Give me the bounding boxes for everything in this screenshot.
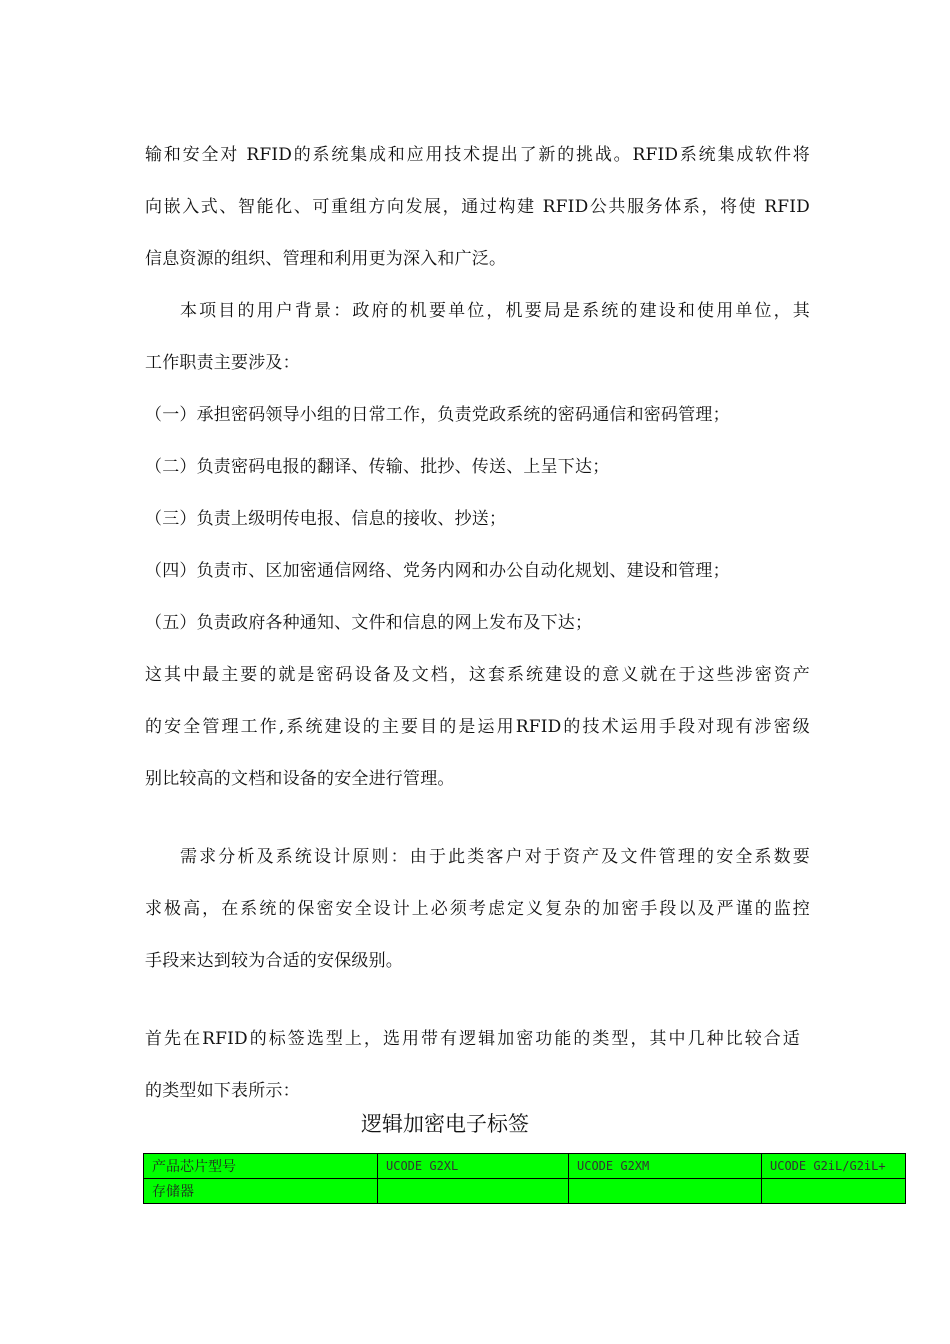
paragraph-line: 本项目的用户背景：政府的机要单位，机要局是系统的建设和使用单位，其 (180, 301, 810, 321)
duty-item: （三）负责上级明传电报、信息的接收、抄送； (145, 509, 507, 529)
table-cell (569, 1179, 762, 1204)
duty-item: （四）负责市、区加密通信网络、党务内网和办公自动化规划、建设和管理； (145, 561, 730, 581)
table-cell (378, 1179, 569, 1204)
table-row (144, 1154, 906, 1179)
table-row (144, 1179, 906, 1204)
paragraph-line: 的安全管理工作,系统建设的主要目的是运用RFID的技术运用手段对现有涉密级 (145, 717, 810, 737)
table-cell (762, 1179, 906, 1204)
table-cell: UCODE G2XL (378, 1154, 569, 1179)
paragraph-line: 需求分析及系统设计原则：由于此类客户对于资产及文件管理的安全系数要 (180, 847, 810, 867)
duty-item: （一）承担密码领导小组的日常工作，负责党政系统的密码通信和密码管理； (145, 405, 730, 425)
table-cell: 存储器 (144, 1179, 378, 1204)
paragraph-line: 首先在RFID的标签选型上，选用带有逻辑加密功能的类型，其中几种比较合适 (145, 1029, 800, 1049)
duty-item: （五）负责政府各种通知、文件和信息的网上发布及下达； (145, 613, 593, 633)
tag-comparison-table (143, 1153, 906, 1204)
paragraph-line: 手段来达到较为合适的安保级别。 (145, 951, 403, 971)
paragraph-line: 的类型如下表所示： (145, 1081, 300, 1101)
paragraph-line: 信息资源的组织、管理和利用更为深入和广泛。 (145, 249, 507, 269)
duty-item: （二）负责密码电报的翻译、传输、批抄、传送、上呈下达； (145, 457, 610, 477)
table-cell: UCODE G2XM (569, 1154, 762, 1179)
paragraph-line: 向嵌入式、智能化、可重组方向发展，通过构建 RFID公共服务体系，将使 RFID (145, 197, 810, 217)
table-cell: UCODE G2iL/G2iL+ (762, 1154, 906, 1179)
paragraph-line: 这其中最主要的就是密码设备及文档，这套系统建设的意义就在于这些涉密资产 (145, 665, 810, 685)
paragraph-line: 别比较高的文档和设备的安全进行管理。 (145, 769, 455, 789)
paragraph-line: 输和安全对 RFID的系统集成和应用技术提出了新的挑战。RFID系统集成软件将 (145, 145, 810, 165)
table-title: 逻辑加密电子标签 (361, 1112, 529, 1136)
table-cell: 产品芯片型号 (144, 1154, 378, 1179)
paragraph-line: 工作职责主要涉及： (145, 353, 300, 373)
paragraph-line: 求极高，在系统的保密安全设计上必须考虑定义复杂的加密手段以及严谨的监控 (145, 899, 810, 919)
